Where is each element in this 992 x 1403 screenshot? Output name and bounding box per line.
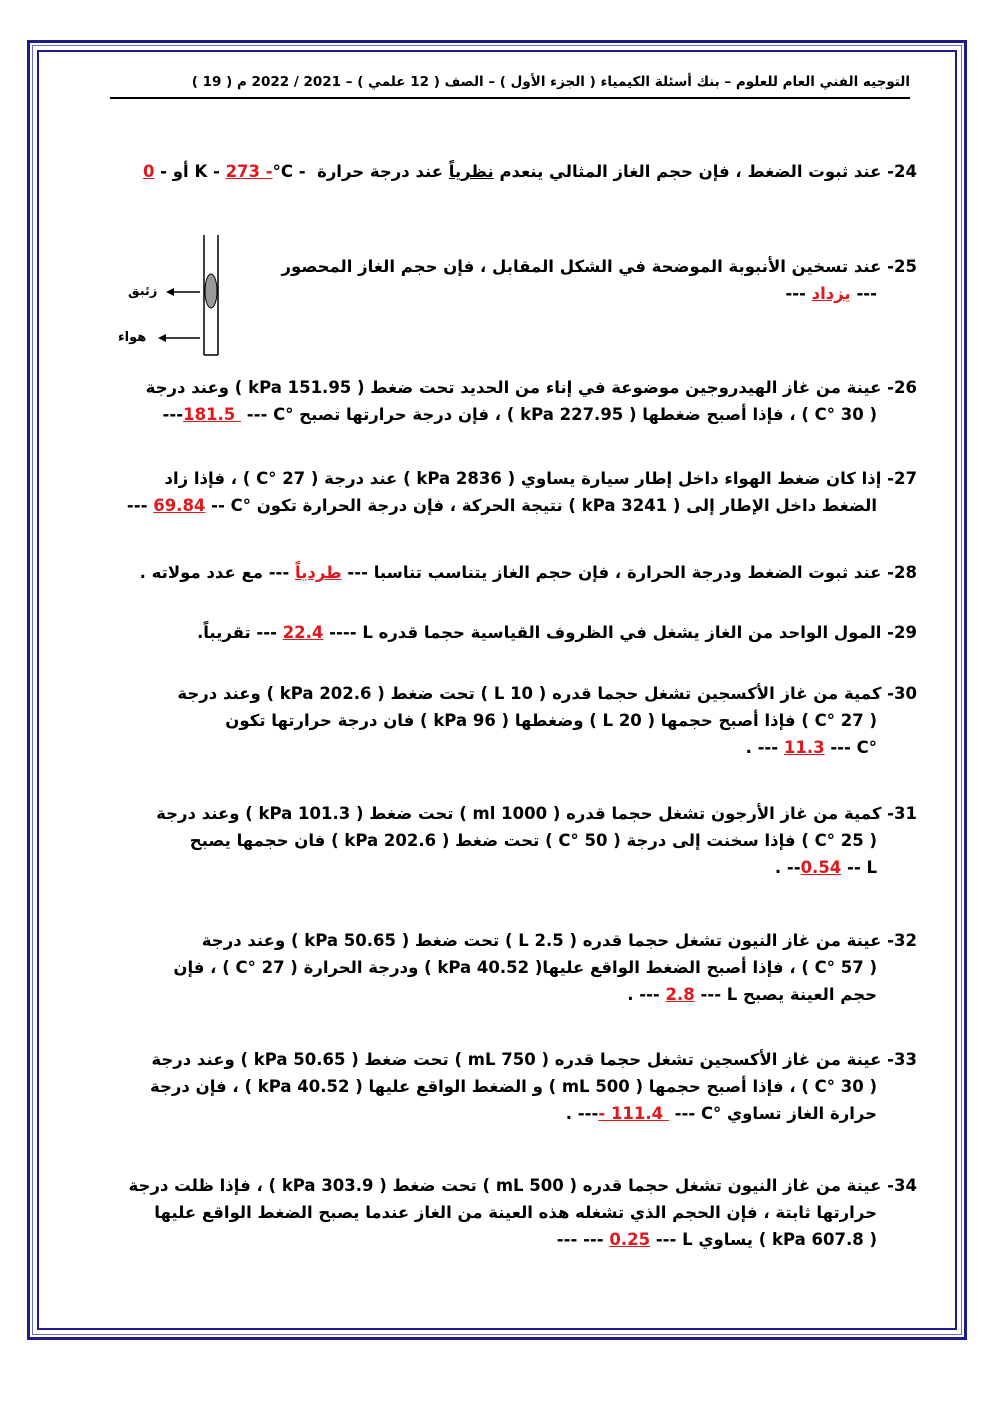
question-25: 25- عند تسخين الأنبوبة الموضحة في الشكل المقابل ، فإن حجم الغاز المحصور --- يزداد --- (281, 257, 917, 303)
arrow-mercury-head (166, 288, 174, 296)
answer-34: 0.25 (609, 1230, 651, 1249)
question-number: 29- (887, 623, 917, 642)
question-34: 34- عينة من غاز النيون تشغل حجما قدره ( 500 mL ) تحت ضغط ( 303.9 kPa ) ، فإذا ظلت درجة حرارتها ثابتة ، فإن الحجم الذي تشغله هذه العينة من الغاز عندما يصبح الضغط الواقع عليها ( 607.8 kPa ) يساوي L --- 0.25 --- --- (128, 1176, 917, 1249)
question-28: 28- عند ثبوت الضغط ودرجة الحرارة ، فإن حجم الغاز يتناسب تناسبا --- طردياً --- مع عدد مولاته . (139, 563, 917, 582)
question-number: 31- (887, 804, 917, 823)
question-26: 26- عينة من غاز الهيدروجين موضوعة في إناء من الحديد تحت ضغط ( 151.95 kPa ) وعند درجة ( 30 °C ) ، فإذا أصبح ضغطها ( 227.95 kPa ) ، فإن درجة حرارتها تصبح °C --- 181.5 --- (145, 378, 917, 424)
answer-26: 181.5 (183, 405, 242, 424)
answer-24a: 273 - (225, 162, 273, 181)
answer-29: 22.4 (282, 623, 324, 642)
question-29: 29- المول الواحد من الغاز يشغل في الظروف القياسية حجما قدره L ---- 22.4 --- تقريباً. (196, 623, 917, 642)
question-number: 30- (887, 684, 917, 703)
label-air: هواء (118, 330, 147, 345)
question-24: 24- عند ثبوت الضغط ، فإن حجم الغاز المثالي ينعدم نظرياً عند درجة حرارة °C - 273 - - أو K - 0 (142, 162, 917, 181)
answer-28: طردياً (295, 563, 342, 582)
question-27: 27- إذا كان ضغط الهواء داخل إطار سيارة يساوي ( 2836 kPa ) عند درجة ( 27 °C ) ، فإذا زاد الضغط داخل الإطار إلى ( 3241 kPa ) نتيجة الحركة ، فإن درجة الحرارة تكون °C -- 69.84 --- (126, 469, 917, 515)
question-33: 33- عينة من غاز الأكسجين تشغل حجما قدره ( 750 mL ) تحت ضغط ( 50.65 kPa ) وعند درجة ( 30 °C ) ، فإذا أصبح حجمها ( 500 mL ) و الضغط الواقع عليها ( 40.52 kPa ) ، فإن درجة حرارة الغاز تساوي °C --- - 111.4 --- . (150, 1050, 917, 1123)
page-header: التوجيه الفني العام للعلوم – بنك أسئلة الكيمياء ( الجزء الأول ) – الصف ( 12 علمي ) – 2021 / 2022 م ( 19 ) (191, 74, 910, 90)
question-number: 26- (887, 378, 917, 397)
answer-33: - 111.4 (598, 1104, 669, 1123)
answer-31: 0.54 (800, 858, 842, 877)
label-mercury: زئبق (128, 284, 158, 299)
question-number: 33- (887, 1050, 917, 1069)
question-number: 32- (887, 931, 917, 950)
question-31: 31- كمية من غاز الأرجون تشغل حجما قدره ( 1000 ml ) تحت ضغط ( 101.3 kPa ) وعند درجة ( 25 °C ) فإذا سخنت إلى درجة ( 50 °C ) تحت ضغط ( 202.6 kPa ) فان حجمها يصبح L -- 0.54-- . (156, 804, 917, 877)
question-30: 30- كمية من غاز الأكسجين تشغل حجما قدره ( 10 L ) تحت ضغط ( 202.6 kPa ) وعند درجة ( 27 °C ) فإذا أصبح حجمها ( 20 L ) وضغطها ( 96 kPa ) فان درجة حرارتها تكون °C --- 11.3 --- . (177, 684, 917, 757)
answer-32: 2.8 (665, 985, 695, 1004)
arrow-air-head (158, 334, 166, 342)
mercury-drop (205, 274, 217, 308)
question-number: 25- (887, 257, 917, 276)
answer-24b: 0 (142, 162, 155, 181)
answer-30: 11.3 (783, 738, 825, 757)
answer-25: يزداد (811, 284, 851, 303)
question-number: 34- (887, 1176, 917, 1195)
question-number: 27- (887, 469, 917, 488)
answer-27: 69.84 (153, 496, 206, 515)
header-rule (110, 97, 910, 99)
question-number: 28- (887, 563, 917, 582)
question-32: 32- عينة من غاز النيون تشغل حجما قدره ( 2.5 L ) تحت ضغط ( 50.65 kPa ) وعند درجة ( 57 °C ) ، فإذا أصبح الضغط الواقع عليها( 40.52 kPa ) ودرجة الحرارة ( 27 °C ) ، فإن حجم العينة يصبح L --- 2.8 --- . (173, 931, 917, 1004)
question-number: 24- (887, 162, 917, 181)
